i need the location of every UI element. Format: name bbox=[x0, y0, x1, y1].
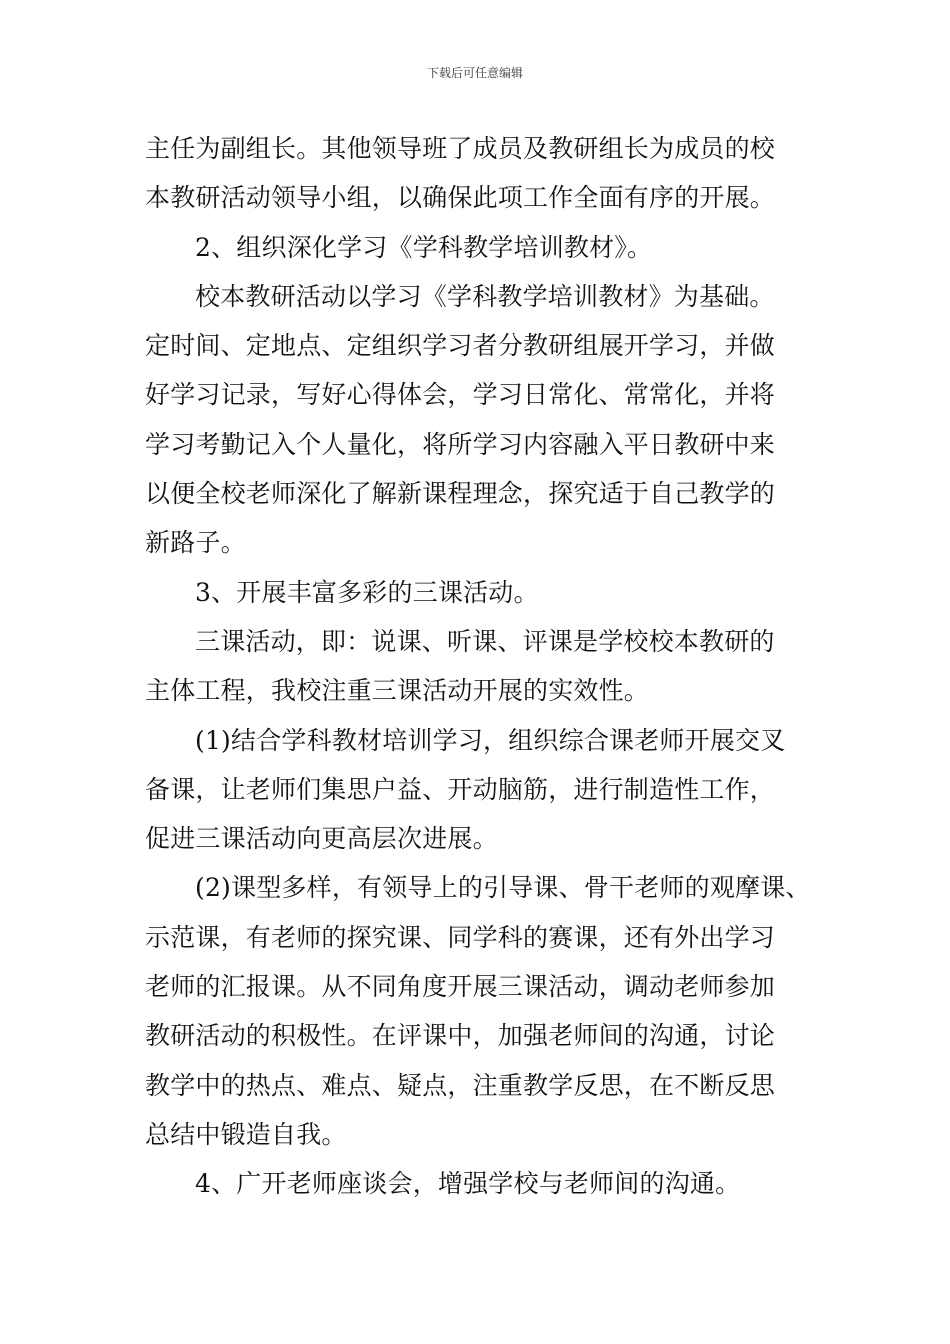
text-line: 好学习记录，写好心得体会，学习日常化、常常化，并将 bbox=[145, 380, 776, 410]
text-line: 本教研活动领导小组，以确保此项工作全面有序的开展。 bbox=[145, 183, 776, 213]
text-line: 教研活动的积极性。在评课中，加强老师间的沟通，讨论 bbox=[145, 1021, 776, 1051]
page-header: 下载后可任意编辑 bbox=[426, 66, 523, 80]
text-line: 新路子。 bbox=[145, 528, 246, 558]
text-line: 备课，让老师们集思户益、开动脑筋，进行制造性工作， bbox=[145, 774, 776, 804]
document-body bbox=[145, 124, 835, 1209]
text-line: 学习考勤记入个人量化，将所学习内容融入平日教研中来 bbox=[145, 429, 776, 459]
text-line: 示范课，有老师的探究课、同学科的赛课，还有外出学习 bbox=[145, 922, 776, 952]
text-line: 三课活动，即：说课、听课、评课是学校校本教研的 bbox=[195, 626, 775, 656]
text-line: 老师的汇报课。从不同角度开展三课活动，调动老师参加 bbox=[145, 972, 776, 1002]
text-line: 教学中的热点、难点、疑点，注重教学反思，在不断反思 bbox=[145, 1070, 776, 1100]
text-line: 促进三课活动向更高层次进展。 bbox=[145, 824, 498, 854]
text-line: 主体工程，我校注重三课活动开展的实效性。 bbox=[145, 676, 650, 706]
list-item-1: (1)结合学科教材培训学习，组织综合课老师开展交叉 bbox=[195, 725, 786, 755]
section-heading-3: 3、开展丰富多彩的三课活动。 bbox=[195, 577, 539, 607]
text-line: 定时间、定地点、定组织学习者分教研组展开学习，并做 bbox=[145, 331, 776, 361]
text-line: 总结中锻造自我。 bbox=[145, 1119, 347, 1149]
section-heading-4: 4、广开老师座谈会，增强学校与老师间的沟通。 bbox=[195, 1169, 741, 1199]
text-line: 校本教研活动以学习《学科教学培训教材》为基础。 bbox=[195, 281, 775, 311]
list-item-2: (2)课型多样，有领导上的引导课、骨干老师的观摩课、 bbox=[195, 873, 811, 903]
text-line: 以便全校老师深化了解新课程理念，探究适于自己教学的 bbox=[145, 479, 776, 509]
section-heading-2: 2、组织深化学习《学科教学培训教材》。 bbox=[195, 232, 653, 262]
text-line: 主任为副组长。其他领导班了成员及教研组长为成员的校 bbox=[145, 134, 776, 163]
